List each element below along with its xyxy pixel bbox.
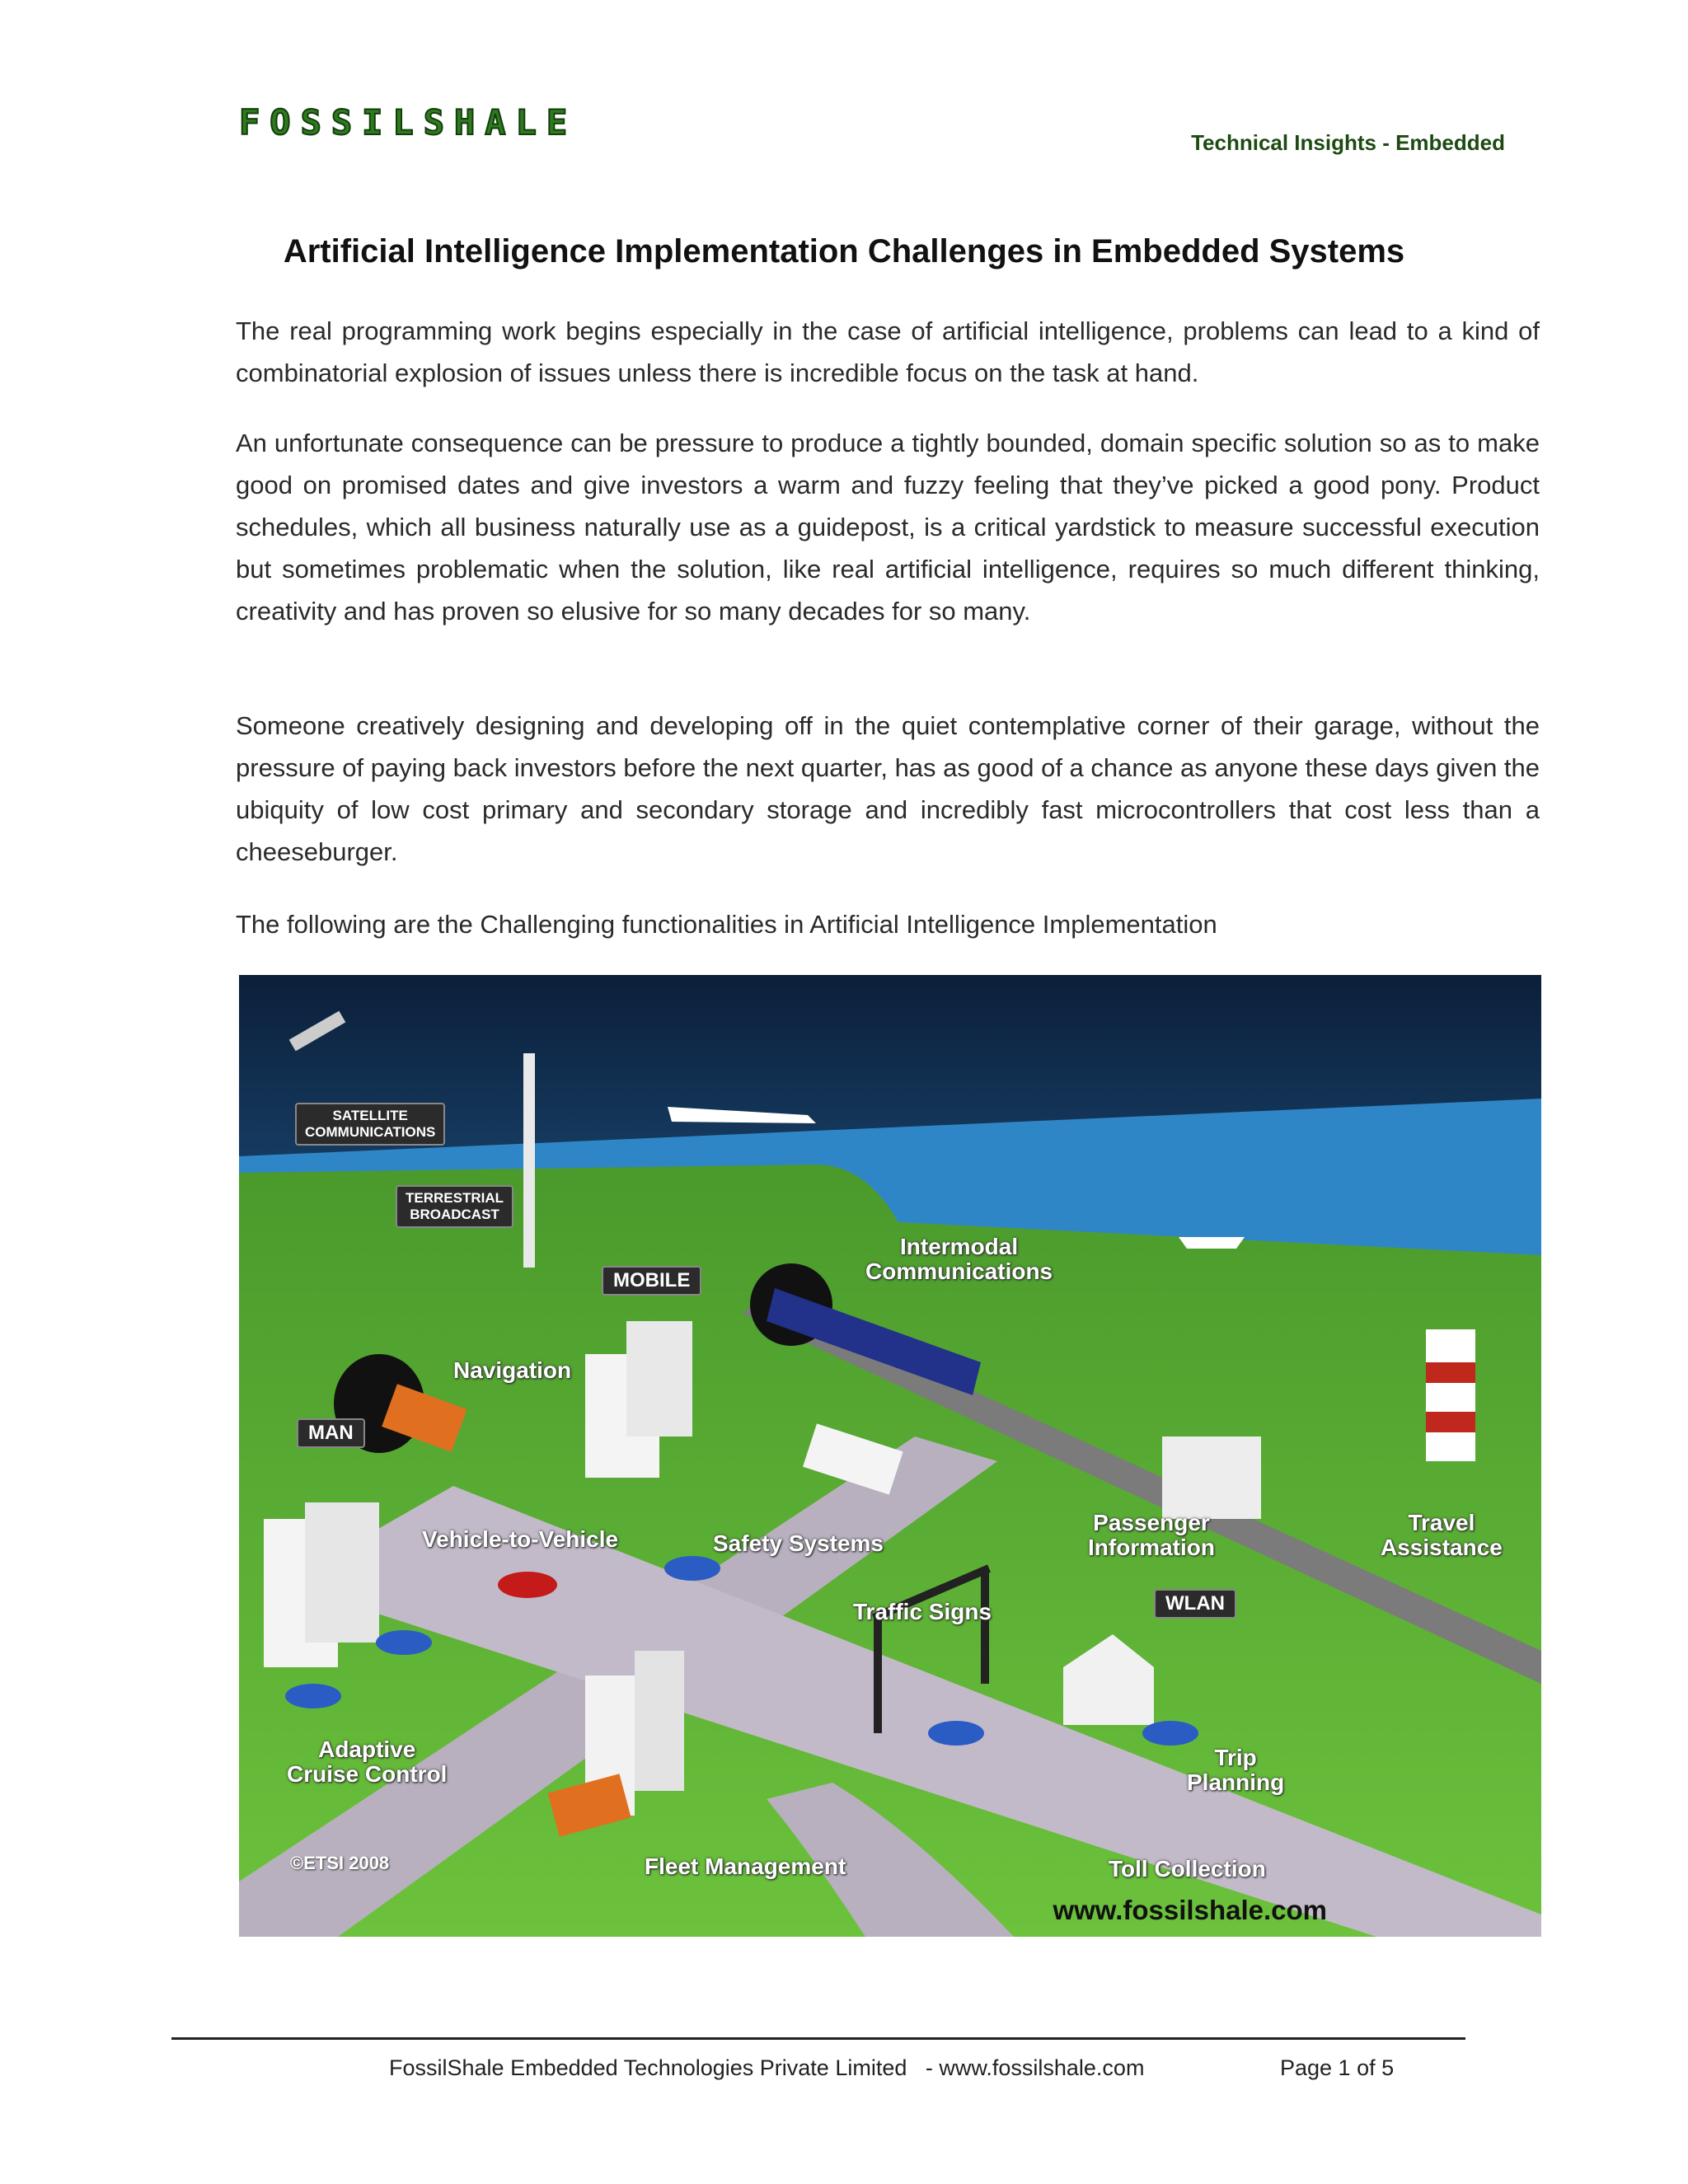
badge-mobile: MOBILE [602, 1266, 701, 1296]
paragraph-2: An unfortunate consequence can be pressure to produce a tightly bounded, domain specific solution so as to make good on promised dates and give investors a warm and fuzzy feeling that they’ve picked a good pony. Product schedules, which all business naturally use as a guidepost, is a critical yardstick to measure successful execution but sometimes problematic when the solution, like real artificial intelligence, requires so much different thinking, creativity and has proven so elusive for so many decades for so many. [236, 429, 1540, 626]
label-traffic: Traffic Signs [853, 1599, 992, 1624]
article-title: Artificial Intelligence Implementation Challenges in Embedded Systems [283, 233, 1405, 269]
paragraph-1: The real programming work begins especially in the case of artificial intelligence, problems can lead to a kind of combinatorial explosion of issues unless there is incredible focus on the task at hand. [236, 316, 1540, 387]
paragraph-3: Someone creatively designing and developing off in the quiet contemplative corner of their garage, without the pressure of paying back investors before the next quarter, has as good of a chance as anyone these days given the ubiquity of low cost primary and secondary storage and incredibly fast microcontrollers that cost less than a cheeseburger. [236, 711, 1540, 866]
badge-satellite: SATELLITE COMMUNICATIONS [295, 1103, 445, 1146]
label-navigation: Navigation [453, 1357, 572, 1383]
label-intermodal: Intermodal Communications [865, 1234, 1053, 1284]
footer-page-number: Page 1 of 5 [1280, 2055, 1395, 2080]
its-illustration [239, 975, 1541, 1937]
label-toll: Toll Collection [1109, 1856, 1266, 1882]
badge-wlan: WLAN [1154, 1589, 1236, 1619]
badge-terrestrial: TERRESTRIAL BROADCAST [396, 1185, 513, 1228]
label-travel: Travel Assistance [1381, 1510, 1503, 1560]
label-trip: Trip Planning [1187, 1745, 1285, 1795]
badge-man: MAN [297, 1418, 365, 1448]
paragraph-4: The following are the Challenging functionalities in Artificial Intelligence Implementation [236, 910, 1217, 939]
label-fleet: Fleet Management [645, 1854, 846, 1879]
etsi-copyright: ©ETSI 2008 [290, 1853, 390, 1873]
label-acc: Adaptive Cruise Control [287, 1736, 448, 1787]
figure-watermark: www.fossilshale.com [1053, 1895, 1327, 1925]
label-safety: Safety Systems [713, 1530, 884, 1556]
label-v2v: Vehicle-to-Vehicle [422, 1526, 619, 1552]
footer-divider [171, 2037, 1465, 2040]
section-header: Technical Insights - Embedded [1191, 130, 1505, 155]
company-logo: FOSSILSHALE [239, 102, 578, 143]
footer-company: FossilShale Embedded Technologies Private Limited - www.fossilshale.com [389, 2055, 1145, 2080]
label-passenger: Passenger Information [1088, 1510, 1215, 1560]
